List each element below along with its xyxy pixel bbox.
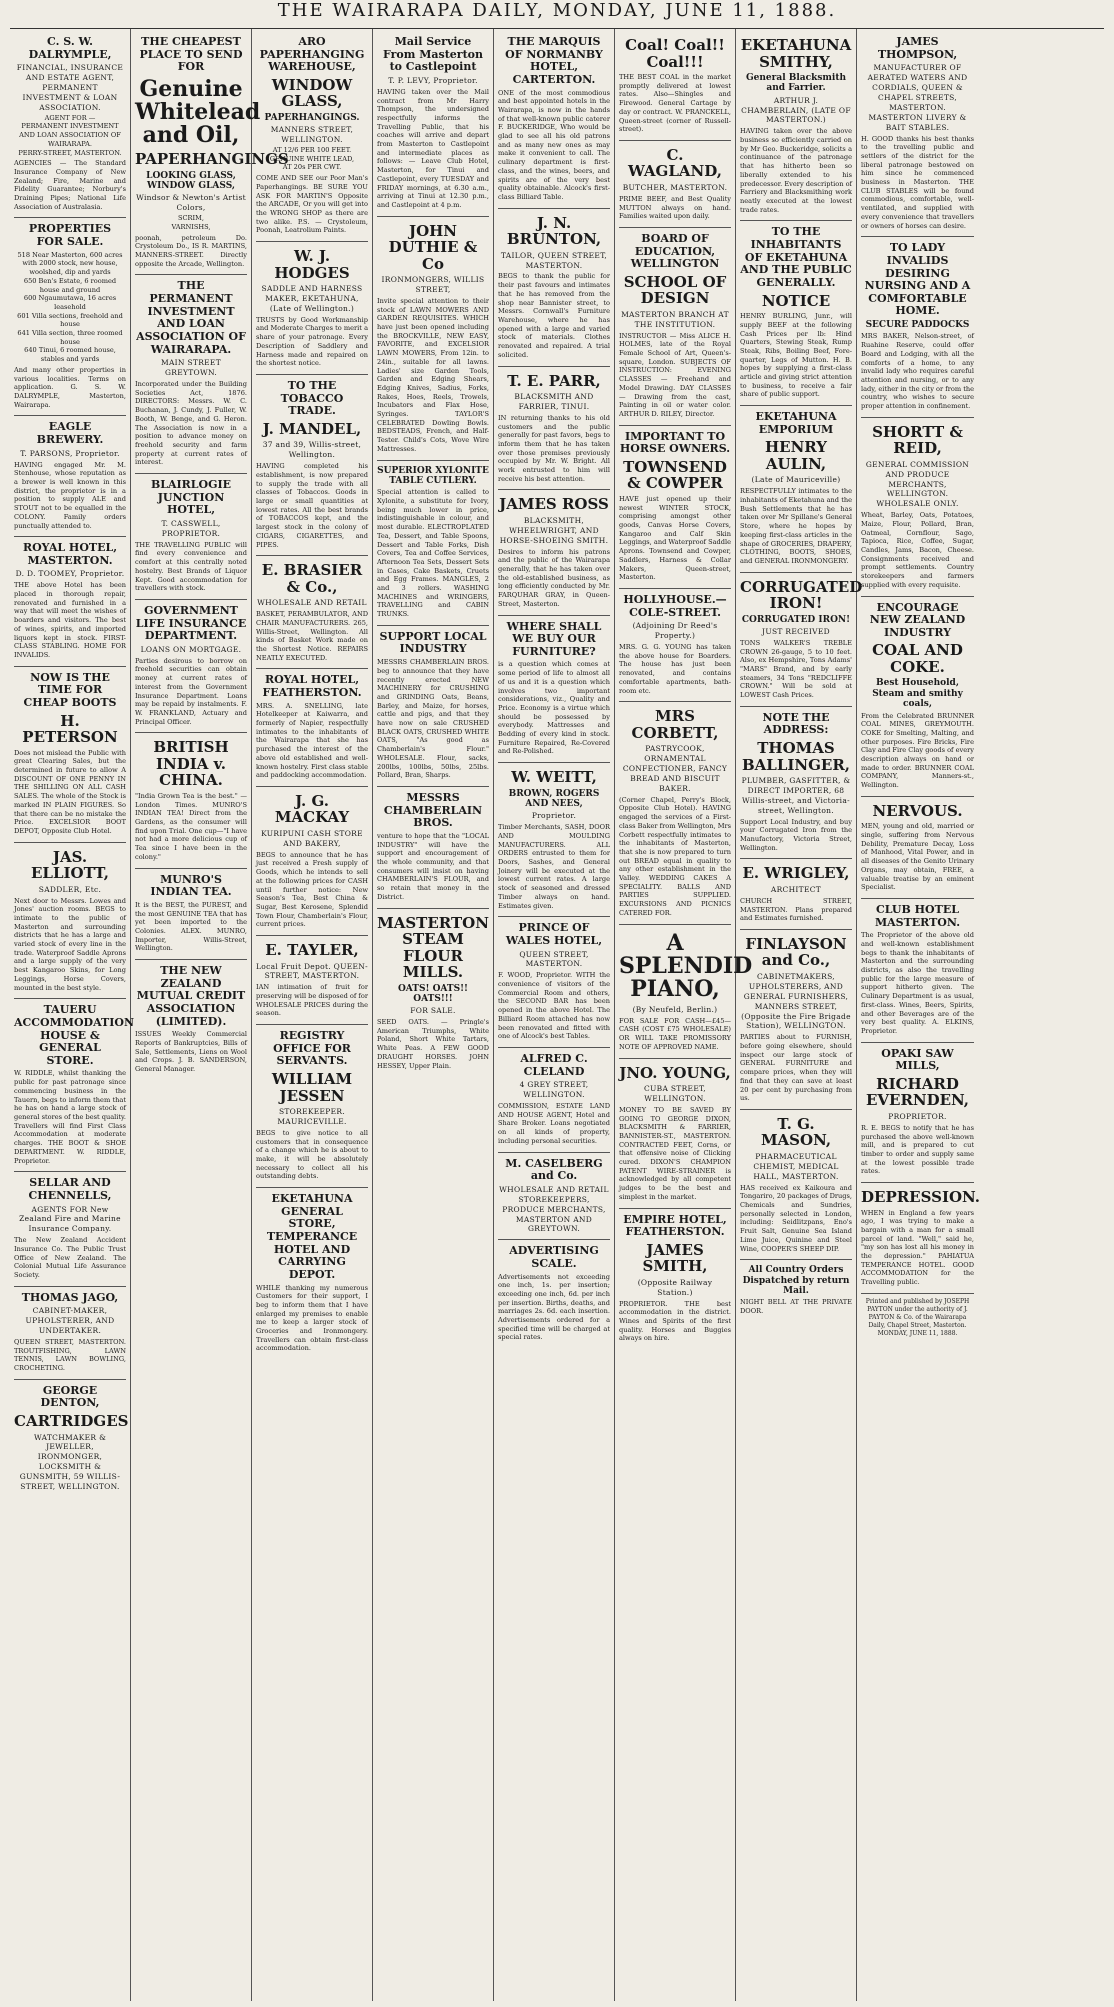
ad-name: MRS CORBETT,: [631, 707, 719, 742]
ad-body-text: Wheat, Barley, Oats, Potatoes, Maize, Flour, Pollard, Bran, Oatmeal, Cornflour, Sago, Tapioca, Rice, Coffee, Sugar, Candles, Jams, Bacon, Cheese. Consignments received and prompt settlements. Country storekeepers and farmers supplied with every requisite.: [861, 511, 974, 589]
advertisement: [256, 556, 368, 669]
ad-body-text: The Proprietor of the above old and well-known establishment begs to thank the inhabitants of Masterton and the surrounding districts, as also the travelling public for the large measure of support hitherto given. The Culinary Department is as usual, first-class. Wines, Beers, Spirits, and other Beverages are of the very best quality. A. ELKINS, Proprietor.: [861, 931, 974, 1035]
advertisement: [135, 275, 247, 474]
ad-name: SCHOOL OF DESIGN: [623, 272, 727, 308]
advertisement: [740, 1260, 852, 1321]
ad-body-text: W. RIDDLE, whilst thanking the public for past patronage since commencing business in the Tauern, begs to inform them that he has on hand a large stock of general stores of the best quality. Travellers will find First Class Accommodation at moderate charges. THE BOOT & SHOE DEPARTMENT. W. RIDDLE, Proprietor.: [14, 1069, 126, 1165]
ad-heading: IMPORTANT TO HORSE OWNERS.: [619, 429, 731, 456]
ad-line: SCRIM,: [178, 214, 204, 223]
ad-heading: CLUB HOTEL MASTERTON.: [874, 902, 961, 929]
ad-body-text: MRS. G. G. YOUNG has taken the above house for Boarders. The house has just been renovated, and contains comfortable apartments, bath-room etc.: [619, 643, 731, 695]
ad-tagline: ARTHUR J. CHAMBERLAIN, (LATE OF MASTERTON.): [741, 95, 851, 125]
ad-body-text: BEGS to give notice to all customers that in consequence of a change which he is about to make, it will be absolutely necessary to collect all his outstanding debts.: [256, 1128, 368, 1181]
ad-body-text: R. E. BEGS to notify that he has purchased the above well-known mill, and is prepared to cut timber to order and supply same at the lowest possible trade rates.: [861, 1123, 974, 1176]
ad-body-text: IN returning thanks to his old customers and the public generally for past favors, begs to inform them that he has taken over those premises previously occupied by Mr. W. Bright. All work entrusted to him will receive his best attention.: [498, 413, 610, 483]
ad-line: 601 Villa sections, freehold and house: [17, 311, 123, 329]
ad-heading: THE PERMANENT INVESTMENT AND LOAN ASSOCIATION OF WAIRARAPA.: [136, 279, 246, 356]
ad-body-text: It is the BEST, the PUREST, and the most GENUINE TEA that has yet been imported to the Colonies. ALEX. MUNRO, Importer, Willis-Street, Wellington.: [135, 900, 247, 953]
ad-tagline: (Adjoining Dr Reed's Property.): [632, 621, 718, 641]
ad-tagline: FOR SALE.: [410, 1006, 456, 1016]
ad-heading: MUNRO'S INDIAN TEA.: [150, 872, 232, 899]
ad-heading: OPAKI SAW MILLS,: [881, 1046, 954, 1073]
ad-heading: BLAIRLOGIE JUNCTION HOTEL,: [150, 478, 232, 517]
ad-line: AGENT FOR —: [44, 113, 96, 122]
ad-heading: MESSRS CHAMBERLAIN BROS.: [383, 790, 483, 830]
ad-body-text: Does not mislead the Public with great Clearing Sales, but the determined in future to allow A DISCOUNT OF ONE PENNY IN THE SHILLING ON ALL CASH SALES. The whole of the Stock is marked IN PLAIN FIGURES. So that there can be no mistake the Price. EXCELSIOR BOOT DEPOT, Opposite Club Hotel.: [14, 748, 126, 835]
ad-body-text: COME AND SEE our Poor Man's Paperhangings. BE SURE YOU ASK FOR MARTIN'S Opposite the ARCADE, Or you will get into the WRONG SHOP as there are two alike. P.S. — Crystoleum, Poonah, Leatrolium Paints.: [256, 174, 368, 235]
ad-name: E. TAYLER,: [265, 941, 359, 960]
ad-body-text: INSTRUCTOR — Miss ALICE H. HOLMES, late of the Royal Female School of Art, Queen's-square, London. SUBJECTS OF INSTRUCTION: EVENING CLASSES — Freehand and Model Drawing. DAY CLASSES — Drawing from the cast, Painting in oil or water color. ARTHUR D. RILEY, Director.: [619, 331, 731, 418]
ad-body-text: HAVING taken over the above business so efficiently carried on by Mr Geo. Buckeridge, solicits a continuance of the patronage that has hitherto been so liberally extended to his predecessor. Every description of Farriery and Blacksmithing work neatly executed at the lowest trade rates.: [740, 127, 852, 214]
ad-name: W. J. HODGES: [274, 247, 350, 282]
ad-display-heading: A SPLENDID PIANO,: [619, 929, 753, 1002]
ad-name: BRITISH INDIA v. CHINA.: [153, 738, 229, 790]
ad-tagline: GENERAL COMMISSION AND PRODUCE MERCHANTS, WELLINGTON. WHOLESALE ONLY.: [865, 459, 970, 509]
advertisement: [256, 1025, 368, 1188]
advertisement: [740, 573, 863, 707]
advertisement: [619, 31, 731, 141]
ad-body-text: AGENCIES — The Standard Insurance Company of New Zealand; Fire, Marine and Fidelity Guarantee; Norbury's Draining Pipes; National Life Association of Australasia.: [14, 159, 126, 211]
ad-body-text: TRUSTS by Good Workmanship and Moderate Charges to merit a share of your patronage. Every Description of Saddlery and Harness made and repaired on the shortest notice.: [256, 315, 368, 368]
ad-heading: THE CHEAPEST PLACE TO SEND FOR: [139, 35, 243, 74]
ad-tagline: CUBA STREET, WELLINGTON.: [644, 1084, 706, 1103]
ad-heading: TO THE TOBACCO TRADE.: [280, 378, 344, 418]
ad-tagline: CABINET-MAKER, UPHOLSTERER, AND UNDERTAKER.: [25, 1306, 115, 1336]
advertisement: [498, 1048, 610, 1153]
ad-body-text: TONS WALKER'S TREBLE CROWN 26-gauge, 5 to 10 feet. Also, ex Hempshire, Tons Adams' "MARS" Brand, and by early steamers, 34 Tons "REDCLIFFE CROWN." Will be sold at LOWEST Cash Prices.: [740, 638, 852, 700]
ad-tagline: T. CASSWELL, PROPRIETOR.: [161, 518, 221, 538]
ad-tagline: 37 and 39, Willis-street, Wellington.: [262, 440, 362, 460]
ad-line: GENUINE WHITE LEAD,: [269, 154, 355, 163]
ad-heading: HOLLYHOUSE.—COLE-STREET.: [623, 592, 727, 619]
ad-heading: ROYAL HOTEL, MASTERTON.: [22, 541, 118, 567]
advertisement: [256, 669, 368, 787]
ad-heading: C. S. W. DALRYMPLE,: [28, 35, 112, 61]
advertisement: [256, 375, 368, 556]
ad-tagline: PLUMBER, GASFITTER, & DIRECT IMPORTER, 68 Willis-street, and Victoria-street, Wellington.: [741, 776, 851, 815]
advertisement: [377, 909, 489, 1077]
ad-subheading: All Country Orders Dispatched by return Mail.: [742, 1265, 850, 1296]
ad-heading: WHERE SHALL WE BUY OUR FURNITURE?: [506, 619, 602, 658]
ad-name: DEPRESSION.: [861, 1188, 981, 1207]
ad-body-text: HAVING taken over the Mail contract from Mr Harry Thompson, the undersigned respectfully informs the Travelling Public, that his coaches will arrive and depart from Masterton to Castlepoint and intermediate places as follows: — Leave Club Hotel, Masterton, for Tinui and Castlepoint, every TUESDAY and FRIDAY mornings, at 6.30 a.m., arriving at Tinui at 12.30 p.m., and Castlepoint at 4 p.m.: [377, 87, 489, 209]
advertisement: [740, 1110, 852, 1260]
ad-line: 518 Near Masterton, 600 acres with 2000 stock, new house, woolshed, dip and yards: [17, 250, 123, 277]
ad-tagline: MAIN STREET GREYTOWN.: [160, 358, 222, 378]
ad-name: NOTICE: [761, 291, 831, 310]
ad-tagline: 4 GREY STREET, WELLINGTON.: [519, 1080, 589, 1100]
ad-subheading: CORRUGATED IRON!: [741, 614, 851, 625]
ad-name: E. BRASIER & Co.,: [261, 561, 363, 596]
ad-heading: EKETAHUNA EMPORIUM: [755, 410, 837, 436]
ad-heading: PRINCE OF WALES HOTEL,: [505, 921, 603, 947]
ad-tagline: T. PARSONS, Proprietor.: [20, 448, 120, 458]
ad-heading: TO THE INHABITANTS OF EKETAHUNA AND THE PUBLIC GENERALLY.: [740, 225, 852, 289]
ad-subheading: BROWN, ROGERS AND NEES,: [508, 788, 600, 810]
ad-body-text: venture to hope that the "LOCAL INDUSTRY" will have the support and encouragement of the whole community, and that consumers will insist on having CHAMBERLAIN'S FLOUR, and so retain that money in the District.: [377, 831, 489, 901]
ad-body-text: MESSRS CHAMBERLAIN BROS. beg to announce that they have recently erected NEW MACHINERY for CRUSHING and GRINDING Oats, Beans, Barley, and Maize, for horses, cattle and pigs, and that they have now on sale CRUSHED BLACK OATS, CRUSHED WHITE OATS, "As good as Chamberlain's Flour." WHOLESALE. Flour, sacks, 200lbs, 100lbs, 50lbs, 25lbs. Pollard, Bran, Sharps.: [377, 658, 489, 780]
ad-line: AT 20s PER CWT.: [282, 163, 342, 172]
ad-body-text: PRIME BEEF, and Best Quality MUTTON always on hand. Families waited upon daily.: [619, 194, 731, 221]
advertisement: [256, 936, 368, 1025]
ad-tagline: MANNERS STREET, WELLINGTON.: [270, 125, 354, 145]
ad-heading: ENCOURAGE NEW ZEALAND INDUSTRY: [869, 600, 966, 639]
ad-name: J. G. MACKAY: [274, 791, 350, 827]
ad-heading: TO LADY INVALIDS DESIRING NURSING AND A COMFORTABLE HOME.: [864, 241, 971, 318]
ad-body-text: Parties desirous to borrow on freehold securities can obtain money at current rates of interest from the Government Insurance Department. Loans may be repaid by instalments. F. W. FRANKLAND, Actuary and Principal Officer.: [135, 656, 247, 726]
advertisement: [14, 31, 126, 218]
ad-line: 650 Ben's Estate, 6 roomed house and ground: [23, 276, 117, 294]
ad-body-text: RESPECTFULLY intimates to the inhabitants of Eketahuna and the Bush Settlements that he has taken over Mr Spillane's General Store, where he hopes by keeping first-class articles in the shape of GROCERIES, DRAPERY, CLOTHING, BOOTS, SHOES, and GENERAL IRONMONGERY.: [740, 487, 852, 565]
column-1: [10, 29, 135, 2001]
ad-name: MASTERTON STEAM FLOUR MILLS.: [377, 913, 489, 981]
advertisement: [14, 667, 126, 843]
ad-body-text: HAVE just opened up their newest WINTER STOCK, comprising amongst other goods, Canvas Horse Covers, Kangaroo and Calf Skin Leggings, and Waterproof Saddle Aprons. Townsend and Cowper, Saddlers, Harness & Collar Makers, Queen-street, Masterton.: [619, 494, 731, 582]
advertisement: [498, 1153, 610, 1241]
ad-body-text: "India Grown Tea is the best." — London Times. MUNRO'S INDIAN TEA! Direct from the Gardens, as the consumer will find upon Trial. One cup—"I have not had a more delicious cup of Tea since I have been in the colony.": [135, 791, 247, 861]
ad-name: J. N. BRUNTON,: [506, 213, 602, 249]
ad-body-text: QUEEN STREET, MASTERTON. TROUTFISHING, LAWN TENNIS, LAWN BOWLING, CROCHETING.: [14, 1338, 126, 1373]
ad-body-text: PARTIES about to FURNISH, before going elsewhere, should inspect our large stock of GENERAL FURNITURE and compare prices, when they will find that they can save at least 20 per cent by purchasing from us.: [740, 1033, 852, 1103]
advertisement: [377, 461, 489, 626]
advertisement: [619, 925, 753, 1059]
ad-body-text: NIGHT BELL AT THE PRIVATE DOOR.: [740, 1298, 852, 1315]
ad-subheading: LOOKING GLASS, WINDOW GLASS,: [146, 170, 236, 192]
ad-heading: SELLAR AND CHENNELLS,: [28, 1176, 112, 1202]
advertisement: [135, 31, 289, 275]
ad-heading: NOW IS THE TIME FOR CHEAP BOOTS: [23, 670, 117, 709]
advertisement: [740, 859, 852, 930]
ad-body-text: THE above Hotel has been placed in thorough repair, renovated and furnished in a way that will meet the wishes of boarders and visitors. The best of wines, spirits, and imported liquors kept in stock. FIRST-CLASS STABLING. HOME FOR INVALIDS.: [14, 581, 126, 659]
ad-body-text: From the Celebrated BRUNNER COAL MINES, GREYMOUTH. COKE for Smelting, Malting, and other purposes. Fire Bricks, Fire Clay and Fire Clay goods of every description always on hand or made to order. BRUNNER COAL COMPANY, Manners-st., Wellington.: [861, 711, 974, 790]
ad-heading: M. CASELBERG and Co.: [505, 1156, 603, 1183]
ad-body-text: MRS. A. SNELLING, late Hotelkeeper at Kaiwarra, and formerly of Napier, respectfully intimates to the inhabitants of the Wairarapa that she has purchased the interest of the above old established and well-known hostelry. First class stable and paddocking accommodation.: [256, 701, 368, 780]
ad-heading: THE NEW ZEALAND MUTUAL CREDIT ASSOCIATION (LIMITED).: [136, 964, 246, 1028]
ad-heading: THE MARQUIS OF NORMANBY HOTEL, CARTERTON.: [505, 35, 603, 86]
column-2: [131, 29, 289, 2001]
ad-name: JAMES ROSS: [499, 495, 609, 514]
advertisement: [498, 367, 610, 491]
ad-name: C. WAGLAND,: [628, 145, 722, 181]
ad-subheading: OATS! OATS!! OATS!!!: [397, 983, 469, 1004]
ad-name: W. WEITT,: [511, 768, 597, 787]
ad-name: H. PETERSON: [22, 711, 118, 747]
advertisement: [619, 426, 731, 589]
ad-tagline: WATCHMAKER & JEWELLER, IRONMONGER, LOCKSMITH & GUNSMITH, 59 WILLIS-STREET, WELLINGTON.: [19, 1432, 121, 1492]
ad-body-text: poonah, petroleum Do. Crystoleum Do., IS R. MARTINS, MANNERS-STREET. Directly opposite the Arcade, Wellington.: [135, 233, 247, 268]
advertisement: [861, 597, 974, 797]
ad-tagline: SADDLER, Etc.: [38, 884, 102, 894]
ad-body-text: Desires to inform his patrons and the public of the Wairarapa generally, that he has taken over the old-established business, as long efficiently conducted by Mr. FARQUHAR GRAY, in Queen-Street, Masterton.: [498, 547, 610, 608]
ad-name: JAMES SMITH,: [642, 1240, 708, 1276]
ad-heading: PROPERTIES FOR SALE.: [28, 222, 112, 249]
ad-subheading: Best Household, Steam and smithy coals,: [872, 678, 963, 710]
ad-heading: EAGLE BREWERY.: [36, 420, 104, 447]
advertisement: [256, 787, 368, 936]
ad-tagline: AGENTS FOR New Zealand Fire and Marine Insurance Company.: [19, 1204, 121, 1234]
ad-tagline: Local Fruit Depot. QUEEN-STREET, MASTERTON.: [256, 961, 368, 981]
ad-tagline: QUEEN STREET, MASTERTON.: [519, 949, 589, 969]
ad-body-text: is a question which comes at some period of life to almost all of us and it is a question which involves two important considerations, viz., Quality and Price. Economy is a virtue which should be possessed by everybody. Mattresses and Bedding of every kind in stock. Furniture Repaired, Re-Covered and Re-Polished.: [498, 660, 610, 756]
ad-heading: EKETAHUNA GENERAL STORE, TEMPERANCE HOTEL AND CARRYING DEPOT.: [266, 1192, 358, 1281]
advertisement: [14, 218, 126, 416]
advertisement: [14, 537, 126, 667]
ad-tagline: SADDLE AND HARNESS MAKER, EKETAHUNA, (Late of Wellington.): [261, 284, 363, 313]
ad-line: 600 Ngaumutawa, 16 acres leasehold: [23, 294, 117, 311]
ad-body-text: THE TRAVELLING PUBLIC will find every convenience and comfort at this centrally noted hostelry. Best Brands of Liquor Kept. Good accommodation for travellers with stock.: [135, 540, 247, 593]
advertisement: [135, 960, 247, 1080]
advertisement: [861, 1183, 981, 1294]
advertisement: [256, 31, 368, 242]
advertisement: [498, 917, 610, 1048]
ad-tagline: Proprietor.: [531, 811, 577, 821]
ad-body-text: Incorporated under the Building Societies Act, 1876. DIRECTORS: Messrs. W. C. Buchanan, J. Cundy, J. Fuller, W. Booth, W. Benge, and G. Heron. The Association is now in a position to advance money on freehold security and farm property at current rates of interest.: [135, 380, 247, 467]
ad-heading: GEORGE DENTON,: [40, 1383, 100, 1410]
advertisement: [619, 589, 731, 702]
ad-body-text: IAN intimation of fruit for preserving will be disposed of for WHOLESALE PRICES during the season.: [256, 983, 368, 1018]
ad-body-text: Timber Merchants, SASH, DOOR AND MOULDING MANUFACTURERS. ALL ORDERS entrusted to them for Doors, Sashes, and General Joinery will be executed at the lowest current rates. A large stock of seasoned and dressed Timber always on hand. Estimates given.: [498, 823, 610, 910]
ad-name: EKETAHUNA SMITHY,: [740, 36, 852, 71]
ad-tagline: PROPRIETOR.: [888, 1111, 947, 1121]
ad-name: CARTRIDGES: [14, 1412, 129, 1431]
ad-tagline: KURIPUNI CASH STORE AND BAKERY,: [261, 828, 363, 848]
advertisement: [14, 1172, 126, 1286]
ad-body-text: ONE of the most commodious and best appointed hotels in the Wairarapa, is now in the hands of that well-known public caterer F. BUCKERIDGE, Who would be glad to see all his old patrons and as many new ones as may make it convenient to call. The culinary department is first-class, and the wines, beers, and spirits are of the very best quality obtainable. Alcock's first-class Billiard Table.: [498, 88, 610, 201]
advertisement: [14, 416, 126, 537]
advertisement: [740, 31, 852, 221]
ad-subheading: SUPERIOR XYLONITE TABLE CUTLERY.: [377, 465, 489, 486]
advertisement: [740, 221, 852, 406]
ad-tagline: CABINETMAKERS, UPHOLSTERERS, AND GENERAL FURNISHERS, MANNERS STREET, (Opposite the Fire Brigade Station), WELLINGTON.: [741, 971, 851, 1031]
ad-tagline: PASTRYCOOK, ORNAMENTAL CONFECTIONER, FANCY BREAD AND BISCUIT BAKER.: [622, 744, 728, 793]
ad-tagline: D. D. TOOMEY, Proprietor.: [15, 569, 125, 579]
advertisement: [135, 869, 247, 961]
ad-body-text: COMMISSION, ESTATE LAND AND HOUSE AGENT, Hotel and Share Broker. Loans negotiated on all kinds of property, including personal securities.: [498, 1102, 610, 1145]
ad-body-text: Invite special attention to their stock of LAWN MOWERS AND GARDEN REQUISITES. WHICH have just been opened including the BROCKVILLE, NEW EASY, FAVORITE, and EXCELSIOR LAWN MOWERS, From 12in. to 24in., suitable for all lawns. Ladies' size Garden Tools, Garden and Edging Shears, Edging Knives, Sadius, Forks, Rakes, Hoes, Reels, Trowels, Incubators and Flax Hose, Syringes. TAYLOR'S CELEBRATED Dowling Bowls. BEDSTEADS, French, and Half-Tester. Child's Cots, Wove Wire Mattresses.: [377, 296, 489, 453]
ad-subheading: SECURE PADDOCKS: [865, 320, 970, 331]
ad-body-text: WHEN in England a few years ago, I was trying to make a bargain with a man for a small parcel of land. "Well," said he, "my son has lost all his money in the depression." PAHIATUA TEMPERANCE HOTEL. GOOD ACCOMMODATION for the Travelling public.: [861, 1208, 974, 1287]
advertisement: [619, 1059, 731, 1209]
ad-heading: SUPPORT LOCAL INDUSTRY: [379, 629, 487, 656]
ad-tagline: (Late of Mauriceville): [751, 475, 841, 485]
ad-body-text: MRS BAKER, Nelson-street, of Ruahine Reserve, could offer Board and Lodging, with all the comforts of a home, to any invalid lady who requires careful attention and nursing, or to any lady, either in the city or from the country, who wishes to secure proper attention in confinement.: [861, 332, 974, 411]
ad-tagline: ARCHITECT: [770, 884, 822, 894]
ad-name: T. E. PARR,: [507, 371, 601, 390]
advertisement: [861, 237, 974, 418]
ad-name: TOWNSEND & COWPER: [623, 457, 727, 493]
advertisement: [256, 1188, 368, 1359]
ad-body-text: F. WOOD, Proprietor. WITH the convenience of visitors of the Commercial Room and others, the SECOND BAR has been opened in the above Hotel. The Billiard Room attached has now been renovated and fitted with one of Alcock's best Tables.: [498, 971, 610, 1041]
ad-body-text: (Corner Chapel, Perry's Block, Opposite Club Hotel). HAVING engaged the services of a First-class Baker from Wellington, Mrs Corbett respectfully intimates to the inhabitants of Masterton, that she is now prepared to turn out BREAD equal in quality to any other establishment in the Valley. WEDDING CAKES A SPECIALITY. BALLS AND PARTIES SUPPLIED. EXCURSIONS AND PICNICS CATERED FOR.: [619, 795, 731, 917]
ad-name: CORRUGATED IRON!: [740, 577, 863, 613]
advertisement: [14, 1287, 126, 1380]
ad-name: THOMAS BALLINGER,: [741, 739, 851, 774]
advertisement: [498, 209, 610, 367]
ad-tagline: JUST RECEIVED: [762, 626, 830, 636]
advertisement: [135, 600, 247, 733]
ad-name: JAS. ELLIOTT,: [31, 847, 109, 883]
advertisement: [498, 1240, 610, 1348]
ad-tagline: (Opposite Railway Station.): [637, 1277, 713, 1297]
advertisement: [740, 707, 852, 860]
ad-heading: Mail Service From Masterton to Castlepoint: [382, 35, 483, 74]
ad-body-text: HAVING completed his establishment, is now prepared to supply the trade with all classes of Tobaccos. Goods in large or small quantities at lowest rates. All the best brands of TOBACCOS kept, and the largest stock in the colony of CIGARS, CIGARETTES, and PIPES.: [256, 462, 368, 549]
advertisement: [377, 626, 489, 787]
ad-heading: EMPIRE HOTEL, FEATHERSTON.: [623, 1212, 727, 1239]
ad-name: J. MANDEL,: [262, 419, 362, 438]
ad-body-text: Advertisements not exceeding one inch, 1s. per insertion; exceeding one inch, 6d. per inch per insertion. Births, deaths, and marriages 2s. 6d. each insertion. Advertisements ordered for a specified time will be charged at special rates.: [498, 1272, 610, 1342]
ad-tagline: WHOLESALE AND RETAIL: [257, 598, 367, 608]
advertisement: [619, 1209, 731, 1350]
column-5: [494, 29, 615, 2001]
ad-tagline: BUTCHER, MASTERTON.: [622, 182, 728, 192]
ad-body-text: Support Local Industry, and buy your Corrugated Iron from the Manufactory, Victoria Street, Wellington.: [740, 817, 852, 852]
ad-name: T. G. MASON,: [760, 1114, 832, 1150]
ad-tagline: FINANCIAL, INSURANCE AND ESTATE AGENT, PERMANENT INVESTMENT & LOAN ASSOCIATION.: [16, 63, 124, 112]
ad-line: PERMANENT INVESTMENT AND LOAN ASSOCIATION OF WAIRARAPA.: [19, 122, 121, 148]
ad-name: E. WRIGLEY,: [742, 864, 850, 883]
ad-body-text: WHILE thanking my numerous Customers for their support, I beg to inform them that I have enlarged my premises to enable me to keep a larger stock of Groceries and Ironmongery. Travellers can obtain first-class accommodation.: [256, 1283, 368, 1353]
ad-body-text: FOR SALE FOR CASH—£45—CASH (COST £75 WHOLESALE) OR WILL TAKE PROMISSORY NOTE OF APPROVED NAME.: [619, 1016, 731, 1051]
advertisement: [861, 31, 974, 237]
ad-heading: GOVERNMENT LIFE INSURANCE DEPARTMENT.: [135, 603, 247, 643]
ad-body-text: HAVING engaged Mr. M. Stenhouse, whose reputation as a brewer is well known in this district, the proprietor is in a position to supply ALE and STOUT not to be equalled in the COLONY. Family orders punctually attended to.: [14, 460, 126, 530]
advertisement: [861, 418, 974, 597]
ad-heading: TAUERU ACCOMMODATION HOUSE & GENERAL STORE.: [14, 1003, 135, 1067]
ad-heading: ARO PAPERHANGING WAREHOUSE,: [259, 35, 365, 74]
ad-heading: REGISTRY OFFICE FOR SERVANTS.: [273, 1029, 351, 1068]
advertisement: [740, 406, 852, 573]
ad-line: PERRY-STREET, MASTERTON.: [18, 148, 122, 157]
advertisement: [135, 733, 247, 868]
advertisement: [256, 242, 368, 375]
ad-display-heading: Genuine Whitelead and Oil,: [135, 75, 261, 149]
ad-name: Coal! Coal!! Coal!!!: [625, 36, 725, 71]
ad-line: 640 Tinui, 6 roomed house, stables and yards: [24, 346, 116, 364]
ad-name: COAL AND COKE.: [872, 641, 963, 676]
ad-tagline: PHARMACEUTICAL CHEMIST, MEDICAL HALL, MASTERTON.: [753, 1151, 839, 1181]
ad-tagline: T. P. LEVY, Proprietor.: [388, 75, 478, 85]
ad-heading: ALFRED C. CLELAND: [520, 1051, 588, 1078]
ad-body-text: H. GOOD thanks his best thanks to the travelling public and settlers of the district for the liberal patronage bestowed on him since he commenced business in Masterton. THE CLUB STABLES will be found commodious, comfortable, well-ventilated, and supplied with every convenience that travellers or owners of horses can desire.: [861, 134, 974, 230]
ad-body-text: BEGS to thank the public for their past favours and intimates that he has removed from the shop near Bannister street, to Messrs. Cornwall's Furniture Warehouse, where he has opened with a large and varied stock of materials. Clothes renovated and repaired. A trial solicited.: [498, 272, 610, 359]
column-6: [615, 29, 753, 2001]
advertisement: [498, 763, 610, 917]
advertisement: [498, 31, 610, 209]
column-3: [252, 29, 373, 2001]
ad-body-text: BASKET, PERAMBULATOR, AND CHAIR MANUFACTURERS. 265, Willis-Street, Wellington. All kinds of Basket Work made on the Shortest Notice. REPAIRS NEATLY EXECUTED.: [256, 610, 368, 662]
ad-body-text: BEGS to announce that he has just received a Fresh supply of Goods, which he intends to sell at the following prices for CASH until further notice: New Season's Tea, Best China & Sugar, Best Kerosene, Splendid Town Flour, Chamberlain's Flour, current prices.: [256, 850, 368, 929]
advertisement-columns: [10, 28, 1104, 2001]
ad-body-text: And many other properties in various localities. Terms on application. G. S. W. DALRYMPLE, Masterton, Wairarapa.: [14, 365, 126, 409]
ad-tagline: LOANS ON MORTGAGE.: [140, 644, 242, 654]
ad-body-text: CHURCH STREET, MASTERTON. Plans prepared and Estimates furnished.: [740, 896, 852, 923]
ad-line: VARNISHS,: [171, 222, 211, 231]
printer-imprint: Printed and published by JOSEPH PAYTON under the authority of J. PAYTON & Co. of the Wairarapa Daily, Chapel Street, Masterton. MONDAY, JUNE 11, 1888.: [865, 1297, 970, 1337]
ad-body-text: SEED OATS. — Pringle's American Triumphs, White Poland, Short White Tartars, White Peas. A FEW GOOD DRAUGHT HORSES. JOHN HESSEY, Upper Plain.: [377, 1018, 489, 1070]
column-7: [736, 29, 863, 2001]
advertisement: [14, 999, 135, 1172]
ad-subheading: PAPERHANGINGS.: [264, 112, 360, 123]
ad-line: 641 Villa section, three roomed house: [17, 329, 123, 346]
ad-body-text: Special attention is called to Xylonite, a substitute for Ivory, being much lower in price, indistinguishable in colour, and most durable. ELECTROPLATED Tea, Dessert, and Table Spoons, Dessert and Table Forks, Dish Covers, Tea and Coffee Services, Afternoon Tea Sets, Dessert Sets in Cases, Cake Baskets, Cruets and Egg Frames. MANGLES, 2 and 3 rollers. WASHING MACHINES and WRINGERS, TRAVELLING and CABIN TRUNKS.: [377, 488, 489, 619]
ad-tagline: BLACKSMITH AND FARRIER, TINUI.: [514, 392, 594, 411]
ad-subheading: General Blacksmith and Farrier.: [745, 73, 847, 94]
advertisement: [498, 490, 610, 615]
ad-heading: ROYAL HOTEL, FEATHERSTON.: [262, 673, 362, 699]
ad-tagline: STOREKEEPER. MAURICEVILLE.: [277, 1107, 347, 1126]
advertisement: [14, 1380, 129, 1497]
ad-name: HENRY AULIN,: [764, 438, 828, 473]
ad-name: FINLAYSON and Co.,: [745, 934, 847, 970]
ad-tagline: MASTERTON BRANCH AT THE INSTITUTION.: [621, 309, 729, 329]
ad-tagline: BLACKSMITH, WHEELWRIGHT, AND HORSE-SHOEING SMITH.: [499, 515, 609, 545]
ad-body-text: MEN, young and old, married or single, suffering from Nervous Debility, Premature Decay, Loss of Manhood, Vital Power, and in all diseases of the Genito Urinary Organs, may obtain, FREE, a valuable treatise by an eminent Specialist.: [861, 822, 974, 892]
ad-body-text: ISSUES Weekly Commercial Reports of Bankruptcies, Bills of Sale, Settlements, Liens on Wool and Crops. J. B. SANDERSON, General Manager.: [135, 1030, 247, 1074]
advertisement: [14, 843, 126, 1000]
advertisement: [135, 474, 247, 600]
advertisement: [740, 930, 852, 1110]
ad-heading: ADVERTISING SCALE.: [509, 1244, 599, 1270]
ad-body-text: PROPRIETOR. THE best accommodation in the district. Wines and Spirits of the first quality. Horses and Buggies always on hire.: [619, 1299, 731, 1343]
advertisement: [861, 1043, 974, 1183]
ad-name: PAPERHANGINGS: [135, 150, 289, 169]
ad-tagline: WHOLESALE AND RETAIL STOREKEEPERS, PRODUCE MERCHANTS, MASTERTON AND GREYTOWN.: [499, 1184, 609, 1234]
ad-tagline: (By Neufeld, Berlin.): [632, 1004, 718, 1014]
ad-heading: THOMAS JAGO,: [21, 1290, 119, 1304]
ad-tagline: IRONMONGERS, WILLIS STREET,: [381, 275, 485, 295]
advertisement: [619, 702, 731, 924]
column-4: [373, 29, 494, 2001]
advertisement: [377, 31, 489, 217]
ad-name: SHORTT & REID,: [872, 422, 963, 458]
ad-name: WINDOW GLASS,: [271, 75, 353, 111]
column-8: [857, 29, 981, 2001]
ad-name: JNO. YOUNG,: [619, 1063, 731, 1082]
ad-name: WILLIAM JESSEN: [271, 1070, 353, 1105]
ad-heading: BOARD OF EDUCATION, WELLINGTON: [630, 231, 720, 271]
newspaper-masthead: THE WAIRARAPA DAILY, MONDAY, JUNE 11, 1888.: [277, 0, 837, 21]
ad-body-text: HENRY BURLING, Junr., will supply BEEF at the following Cash Prices per lb: Hind Quarters, Stewing Steak, Rump Steak, Ribs, Boiling Beef, Fore-quarter, Legs of Mutton. H. B. hopes by supplying a first-class article and giving strict attention to business, to receive a fair share of public support.: [740, 312, 852, 399]
ad-heading: NOTE THE ADDRESS:: [762, 710, 830, 737]
ad-body-text: THE BEST COAL in the market promptly delivered at lowest rates. Also—Shingles and Firewood. General Cartage by day or contract. W. PRANCKELL, Queen-street (corner of Russell-street).: [619, 73, 731, 134]
ad-name: JOHN DUTHIE & Co: [388, 221, 478, 273]
advertisement: [498, 616, 610, 764]
ad-tagline: TAILOR, QUEEN STREET, MASTERTON.: [500, 250, 608, 270]
ad-body-text: Next door to Messrs. Lowes and Jones' auction rooms. BEGS to intimate to the public of Masterton and surrounding districts that he has a large and varied stock of every line in the trade. Waterproof Saddle Aprons and a large supply of the very best Kangaroo Skins, for Long Leggings, Horse Covers, mounted in the best style.: [14, 896, 126, 992]
ad-name: NERVOUS.: [872, 801, 963, 820]
advertisement: [861, 797, 974, 899]
advertisement: [861, 899, 974, 1043]
advertisement: [619, 228, 731, 426]
ad-line: AT 12/6 PER 100 FEET.: [272, 146, 352, 155]
ad-body-text: The New Zealand Accident Insurance Co. The Public Trust Office of New Zealand. The Colonial Mutual Life Assurance Society.: [14, 1236, 126, 1279]
ad-body-text: HAS received ex Kaikoura and Tongariro, 20 packages of Drugs, Chemicals and Sundries, personally selected in London, including: Seidlitzpans, Eno's Fruit Salt, Genuine Sea Island Lime Juice, Quinine and Steel Wine, COOPER'S SHEEP DIP.: [740, 1183, 852, 1253]
ad-tagline: MANUFACTURER OF AERATED WATERS AND CORDIALS, QUEEN & CHAPEL STREETS, MASTERTON. MASTERTON LIVERY & BAIT STABLES.: [867, 63, 968, 132]
ad-heading: JAMES THOMPSON,: [877, 35, 958, 61]
advertisement: [377, 217, 489, 461]
ad-name: RICHARD EVERNDEN,: [865, 1074, 970, 1110]
advertisement: [377, 787, 489, 909]
advertisement: [619, 141, 731, 228]
ad-tagline: Windsor & Newton's Artist Colors,: [136, 193, 246, 213]
ad-body-text: MONEY TO BE SAVED BY GOING TO GEORGE DIXON, BLACKSMITH & FARRIER, BANNISTER-ST., MASTERTON. CONTRACTED FEET, Corns, or that offensive noise of Clicking cured. DIXON'S CHAMPION PATENT WIRE-STRAINER is acknowledged by all competent judges to be the best and simplest in the market.: [619, 1105, 731, 1201]
